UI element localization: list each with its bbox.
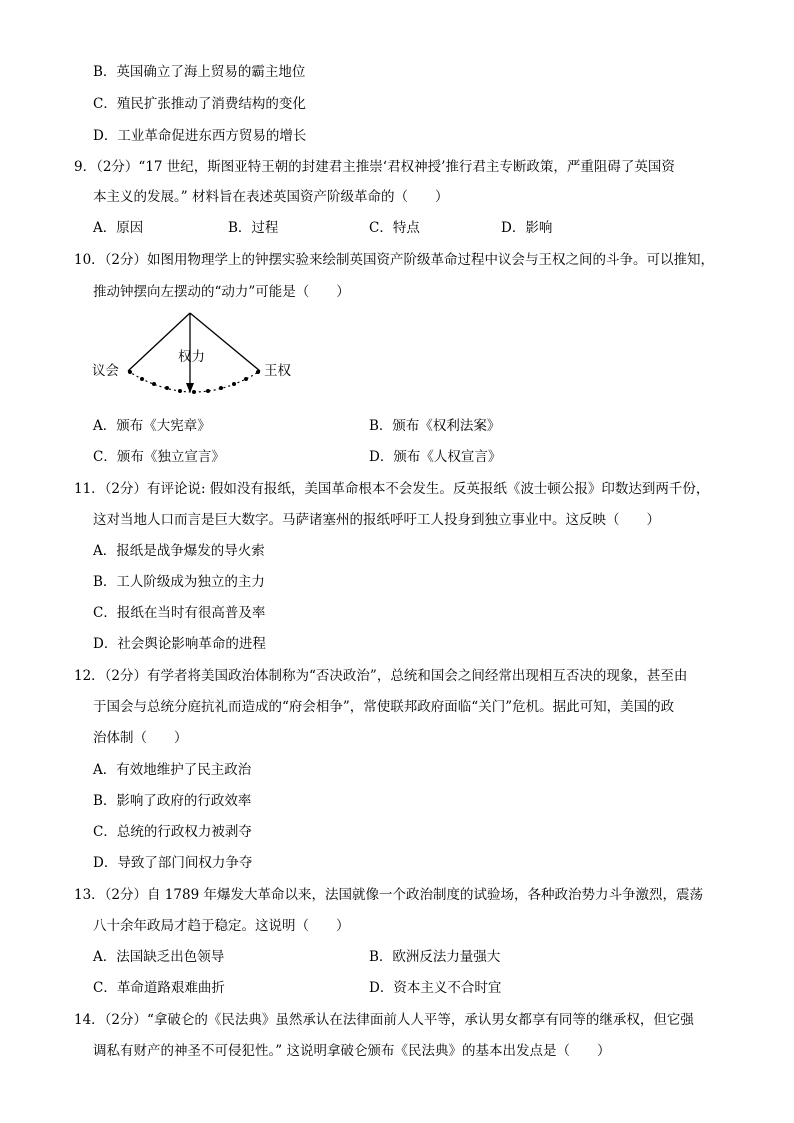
q9-option-b: B．过程	[228, 220, 279, 236]
q10-option-a: A．颁布《大宪章》	[93, 418, 211, 434]
q10-stem-line2: 推动钟摆向左摆动的“动力”可能是（ ）	[93, 284, 350, 300]
q12-option-a: A．有效地维护了民主政治	[93, 762, 252, 778]
q12-option-c: C．总统的行政权力被剥夺	[93, 824, 252, 840]
q9-option-a: A．原因	[93, 220, 144, 236]
q8-option-d: D．工业革命促进东西方贸易的增长	[93, 128, 307, 144]
pendulum-arc	[128, 371, 260, 392]
q12-option-b: B．影响了政府的行政效率	[93, 793, 252, 809]
q10-option-d: D．颁布《人权宣言》	[369, 449, 502, 465]
q13-stem-line2: 八十余年政局才趋于稳定。这说明（ ）	[93, 918, 350, 934]
q9-option-c: C．特点	[369, 220, 420, 236]
q14-stem-line1: 14．（2分）“拿破仑的《民法典》虽然承认在法律面前人人平等，承认男女都享有同等的继承权，但它强	[74, 1012, 694, 1028]
q12-stem-line3: 治体制（ ）	[93, 730, 188, 746]
q13-option-b: B．欧洲反法力量强大	[369, 949, 501, 965]
q11-option-b: B．工人阶级成为独立的主力	[93, 574, 265, 590]
q9-stem-line2: 本主义的发展。” 材料旨在表述英国资产阶级革命的（ ）	[93, 189, 449, 205]
q10-option-c: C．颁布《独立宣言》	[93, 449, 225, 465]
q11-stem-line1: 11．（2分）有评论说: 假如没有报纸，美国革命根本不会发生。反英报纸《波士顿公报》印数达到两千份，	[74, 481, 710, 497]
q11-option-c: C．报纸在当时有很高普及率	[93, 605, 266, 621]
q13-option-a: A．法国缺乏出色领导	[93, 949, 225, 965]
q13-option-c: C．革命道路艰难曲折	[93, 980, 225, 996]
q14-stem-line2: 调私有财产的神圣不可侵犯性。” 这说明拿破仑颁布《民法典》的基本出发点是（ ）	[93, 1043, 611, 1059]
q13-option-d: D．资本主义不合时宜	[369, 980, 502, 996]
q11-option-a: A．报纸是战争爆发的导火索	[93, 543, 265, 559]
q8-option-b: B．英国确立了海上贸易的霸主地位	[93, 64, 306, 80]
pendulum-label-power: 权力	[178, 349, 205, 365]
q8-option-c: C．殖民扩张推动了消费结构的变化	[93, 96, 306, 112]
q11-stem-line2: 这对当地人口而言是巨大数字。马萨诸塞州的报纸呼吁工人投身到独立事业中。这反映（ ）	[93, 512, 660, 528]
q9-stem-line1: 9．（2分）“17 世纪，斯图亚特王朝的封建君主推崇‘君权神授’推行君主专断政策，严重阻碍了英国资	[74, 159, 675, 175]
pendulum-label-monarchy: 王权	[264, 363, 291, 379]
pendulum-label-parliament: 议会	[92, 363, 119, 379]
q9-option-d: D．影响	[501, 220, 553, 236]
pendulum-arc-dots	[128, 370, 260, 394]
q12-option-d: D．导致了部门间权力争夺	[93, 855, 253, 871]
q12-stem-line2: 于国会与总统分庭抗礼而造成的“府会相争”，常使联邦政府面临“关门”危机。据此可知，美国的政	[93, 699, 675, 715]
pendulum-figure	[90, 305, 310, 405]
q11-option-d: D．社会舆论影响革命的进程	[93, 636, 266, 652]
q12-stem-line1: 12．（2分）有学者将美国政治体制称为“否决政治”，总统和国会之间经常出现相互否决的现象，甚至由	[74, 668, 688, 684]
q10-option-b: B．颁布《权利法案》	[369, 418, 501, 434]
q13-stem-line1: 13．（2分）自 1789 年爆发大革命以来，法国就像一个政治制度的试验场，各种政治势力斗争激烈，震荡	[74, 887, 703, 903]
q10-stem-line1: 10．（2分）如图用物理学上的钟摆实验来绘制英国资产阶级革命过程中议会与王权之间的斗争。可以推知，	[74, 252, 715, 268]
